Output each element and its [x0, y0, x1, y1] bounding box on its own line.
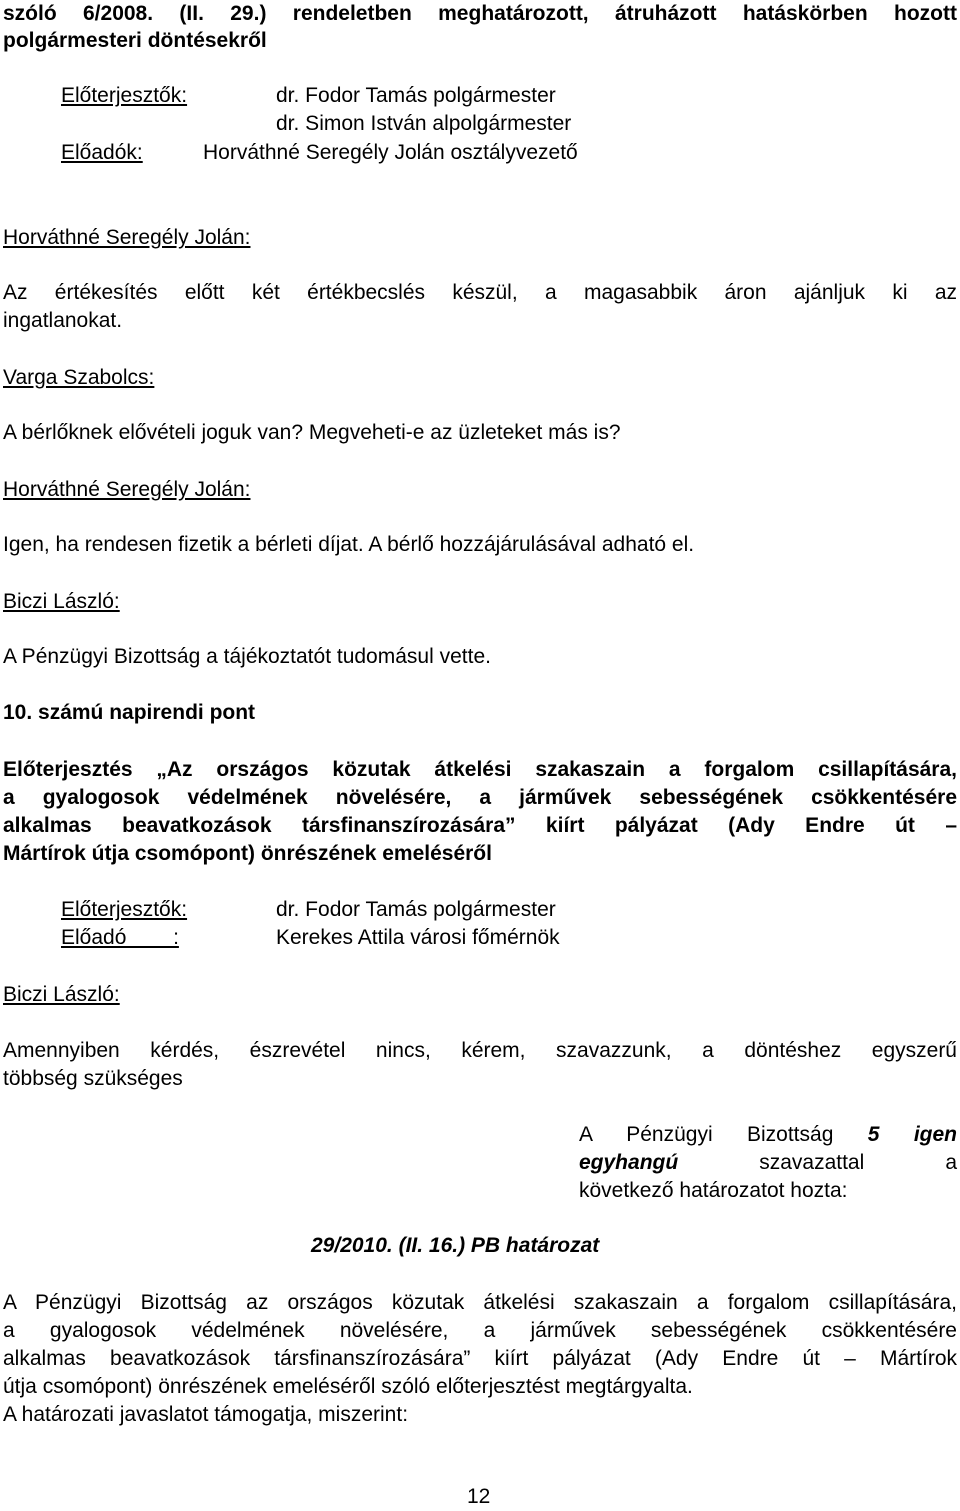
resolution-line: A határozati javaslatot támogatja, miszerint:	[3, 1403, 409, 1426]
speech-text: Amennyiben kérdés, észrevétel nincs, kérem, szavazzunk, a döntéshez egyszerű	[3, 1039, 957, 1062]
agenda-heading: 10. számú napirendi pont	[3, 701, 256, 724]
speech-text: Igen, ha rendesen fizetik a bérleti díjat. A bérlő hozzájárulásával adható el.	[3, 533, 695, 556]
speech-text: többség szükséges	[3, 1067, 183, 1090]
vote-line: A Pénzügyi Bizottság 5 igen	[579, 1123, 957, 1146]
speaker-name: Horváthné Seregély Jolán:	[3, 226, 251, 249]
resolution-line: a gyalogosok védelmének növelésére, a járművek sebességének csökkentésére	[3, 1319, 957, 1342]
speech-text: Az értékesítés előtt két értékbecslés készül, a magasabbik áron ajánljuk ki az	[3, 281, 957, 304]
presenter-1: Horváthné Seregély Jolán osztályvezető	[203, 141, 578, 164]
agenda-title-line: Előterjesztés „Az országos közutak átkelési szakaszain a forgalom csillapítására,	[3, 758, 957, 781]
resolution-line: útja csomópont) önrészének emeléséről szóló előterjesztést megtárgyalta.	[3, 1375, 693, 1398]
vote-line: következő határozatot hozta:	[579, 1179, 848, 1202]
header-line-2: polgármesteri döntésekről	[3, 29, 267, 52]
agenda-title-line: a gyalogosok védelmének növelésére, a járművek sebességének csökkentésére	[3, 786, 957, 809]
speech-text: A bérlőknek elővételi joguk van? Megveheti-e az üzleteket más is?	[3, 421, 621, 444]
resolution-line: alkalmas beavatkozások társfinanszírozására” kiírt pályázat (Ady Endre út – Mártírok	[3, 1347, 957, 1370]
presenter: Kerekes Attila városi főmérnök	[276, 926, 560, 949]
speaker-name: Biczi László:	[3, 590, 120, 613]
presenter-label: Előadó :	[61, 926, 179, 949]
speech-text: ingatlanokat.	[3, 309, 123, 332]
presenters-label: Előadók:	[61, 141, 143, 164]
submitters-label: Előterjesztők:	[61, 84, 188, 107]
submitter-1: dr. Fodor Tamás polgármester	[276, 84, 556, 107]
submitters-label: Előterjesztők:	[61, 898, 188, 921]
submitter: dr. Fodor Tamás polgármester	[276, 898, 556, 921]
speaker-name: Horváthné Seregély Jolán:	[3, 478, 251, 501]
header-line-1: szóló 6/2008. (II. 29.) rendeletben meghatározott, átruházott hatáskörben hozott	[3, 2, 957, 25]
speaker-name: Biczi László:	[3, 983, 120, 1006]
resolution-number: 29/2010. (II. 16.) PB határozat	[311, 1234, 600, 1257]
speech-text: A Pénzügyi Bizottság a tájékoztatót tudomásul vette.	[3, 645, 491, 668]
page-number: 12	[467, 1485, 491, 1508]
vote-line: egyhangú szavazattal a	[579, 1151, 957, 1174]
agenda-title-line: Mártírok útja csomópont) önrészének emeléséről	[3, 842, 492, 865]
agenda-title-line: alkalmas beavatkozások társfinanszírozására” kiírt pályázat (Ady Endre út –	[3, 814, 957, 837]
resolution-line: A Pénzügyi Bizottság az országos közutak átkelési szakaszain a forgalom csillapítására,	[3, 1291, 957, 1314]
submitter-2: dr. Simon István alpolgármester	[276, 112, 572, 135]
speaker-name: Varga Szabolcs:	[3, 366, 155, 389]
